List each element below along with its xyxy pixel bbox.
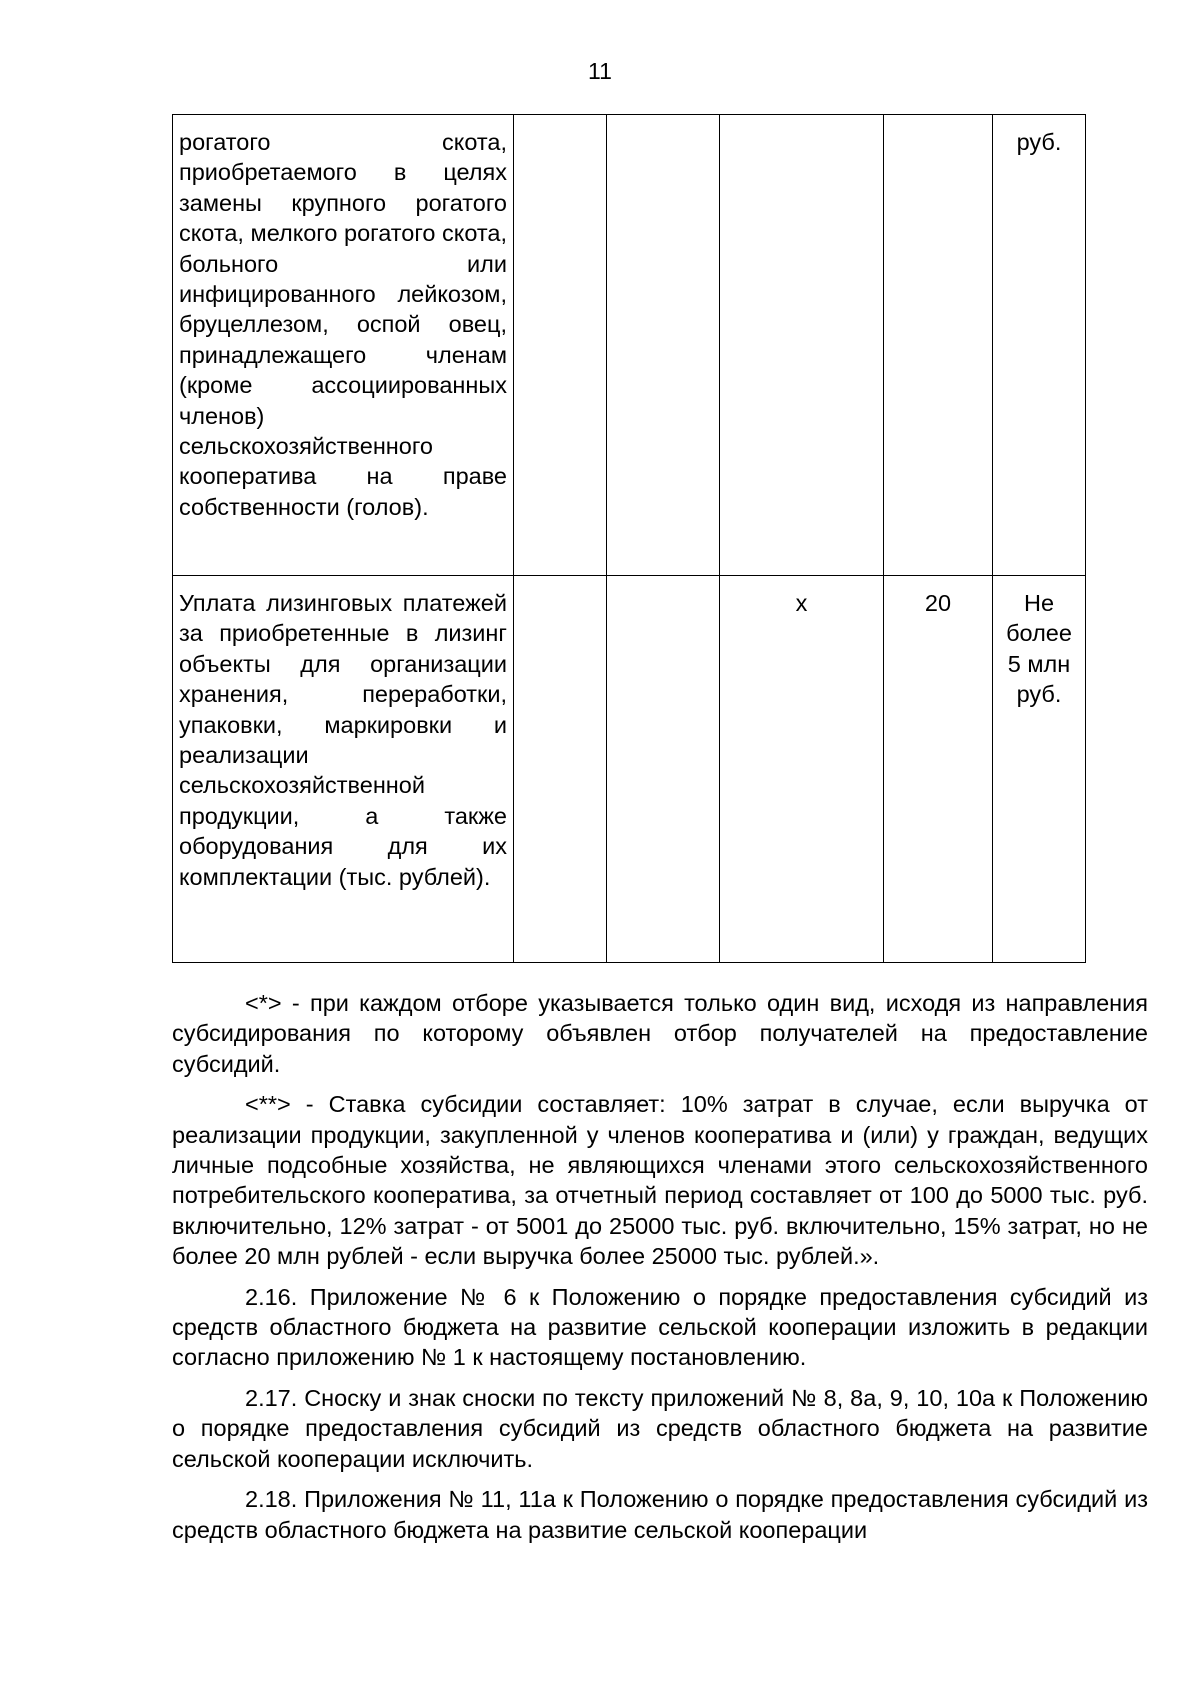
table-cell: [720, 115, 884, 576]
table-row: [173, 576, 1086, 963]
table-cell-description: рогатого скота, приобретаемого в целях замены крупного рогатого скота, мелкого рогатого скота, больного или инфицированного лейкозом, бруцеллезом, оспой овец, принадлежащего членам (кроме ассоциированных членов) сельскохозяйственного кооператива на праве собственности (голов).: [173, 115, 514, 576]
table-cell-limit: руб.: [993, 115, 1086, 576]
footnote-paragraph: <**> - Ставка субсидии составляет: 10% затрат в случае, если выручка от реализации продукции, закупленной у членов кооператива и (или) у граждан, ведущих личные подсобные хозяйства, не являющихся членами этого сельскохозяйственного потребительского кооператива, за отчетный период составляет от 100 до 5000 тыс. руб. включительно, 12% затрат - от 5001 до 25000 тыс. руб. включительно, 15% затрат, но не более 20 млн рублей - если выручка более 25000 тыс. рублей.».: [172, 1091, 1148, 1270]
table-cell: [607, 576, 720, 963]
footnote-paragraph: <*> - при каждом отборе указывается только один вид, исходя из направления субсидирования по которому объявлен отбор получателей на предоставление субсидий.: [172, 990, 1148, 1077]
page-number: 11: [588, 58, 612, 84]
subsidy-table: [172, 114, 1086, 963]
table-cell: [607, 115, 720, 576]
clause-paragraph: 2.17. Сноску и знак сноски по тексту приложений № 8, 8а, 9, 10, 10а к Положению о порядке предоставления субсидий из средств областного бюджета на развитие сельской кооперации исключить.: [172, 1384, 1148, 1472]
table-cell: [884, 115, 993, 576]
table-cell: [514, 576, 607, 963]
table-cell-mark: х: [720, 576, 884, 963]
table-row: [173, 115, 1086, 576]
table-cell-description: Уплата лизинговых платежей за приобретенные в лизинг объекты для организации хранения, переработки, упаковки, маркировки и реализации сельскохозяйственной продукции, а также оборудования для их комплектации (тыс. рублей).: [173, 576, 514, 963]
clause-paragraph: 2.16. Приложение № 6 к Положению о порядке предоставления субсидий из средств областного бюджета на развитие сельской кооперации изложить в редакции согласно приложению № 1 к настоящему постановлению.: [172, 1283, 1148, 1371]
table-cell-limit: Не более 5 млн руб.: [993, 576, 1086, 963]
table-cell: [514, 115, 607, 576]
body-text: [172, 988, 1148, 1555]
table-cell-rate: 20: [884, 576, 993, 963]
clause-paragraph: 2.18. Приложения № 11, 11а к Положению о порядке предоставления субсидий из средств областного бюджета на развитие сельской кооперации: [172, 1486, 1148, 1543]
